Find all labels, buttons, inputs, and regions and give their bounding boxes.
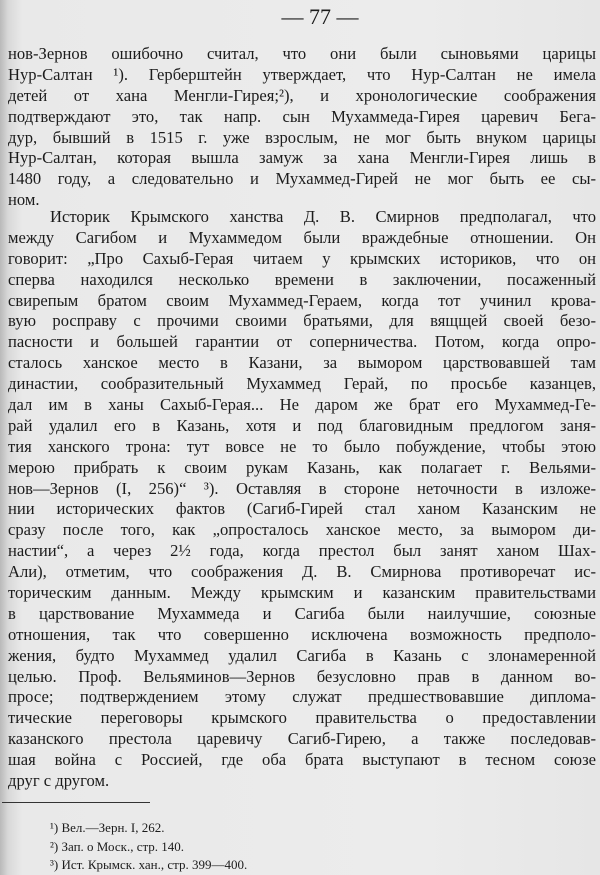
paragraph-1 [8,44,596,211]
text-line: мерою прибрать к своим рукам Казань, как полагает г. Вельями- [8,457,596,477]
text-line: рай удалил его в Казань, хотя и под благовидным предлогом заня- [8,415,596,435]
text-line: казанского престола царевичу Сагиб-Гирею, а также последовав- [8,729,596,749]
text-line: говорит: „Про Сахыб-Герая читаем у крымских историков, что он [8,248,596,268]
text-line: торическим данным. Между крымским и казанским правительствами [8,583,596,603]
footnote-1 [50,819,247,838]
text-line: тия ханского трона: тут вовсе не то было побуждение, чтобы этою [8,436,596,456]
text-line: тические переговоры крымского правительства о предоставлении [8,708,596,728]
text-line: ном. [8,190,40,210]
text-line: пасности и большей гарантии от соперничества. Потом, когда опро- [8,332,596,352]
text-line: сперва находился несколько времени в заключении, посаженный [8,269,596,289]
text-line: жения, будто Мухаммед удалил Сагиба в Казань с злонамеренной [8,645,596,665]
text-line: друг с другом. [8,771,110,791]
text-line: нов-Зернов ошибочно считал, что они были сыновьями царицы [8,44,596,63]
footnote-mark: ³) [50,857,59,872]
footnote-2 [50,838,247,857]
text-line: династии, сообразительный Мухаммед Герай, по просьбе казанцев, [8,374,596,394]
text-line: отношения, так что совершенно исключена возможность предполо- [8,624,596,644]
text-line: Али), отметим, что соображения Д. В. Смирнова противоречат ис- [8,562,596,582]
footnote-mark: ¹) [50,820,59,835]
footnote-divider [2,802,150,803]
footnotes [50,819,247,875]
text-line: Нур-Салтан ¹). Герберштейн утверждает, что Нур-Салтан не имела [8,64,596,84]
text-line: нов—Зернов (I, 256)“ ³). Оставляя в стороне неточности в изложе- [8,478,596,498]
footnote-text: Вел.—Зерн. I, 262. [61,820,165,835]
text-line: целью. Проф. Вельяминов—Зернов безусловно прав в данном во- [8,666,596,686]
text-line: сталось ханское место в Казани, за вымором царствовавшей там [8,353,596,373]
text-line: дур, бывший в 1515 г. уже взрослым, не мог быть внуком царицы [8,127,596,147]
text-line: свирепым братом своим Мухаммед-Гераем, когда тот учинил крова- [8,290,596,310]
text-line: подтверждают это, так напр. сын Мухаммеда-Гирея царевич Бега- [8,106,596,126]
text-line: дал им в ханы Сахыб-Герая... Не даром же брат его Мухаммед-Ге- [8,395,596,415]
text-line: вую росправу с прочими своими братьями, для вящщей своей безо- [8,311,596,331]
text-line: между Сагибом и Мухаммедом были враждебные отношении. Он [8,227,596,247]
text-line: шая война с Россией, где оба брата выступают в тесном союзе [8,750,596,770]
footnote-mark: ²) [50,838,59,854]
footnote-text: Зап. о Моск., стр. 140. [61,838,185,854]
page-number: — 77 — [281,4,359,29]
text-line: настии“, а через 2½ года, когда престол был занят ханом Шах- [8,541,596,561]
text-line: просе; подтверждением этому служат предшествовавшие диплома- [8,687,596,707]
text-line: Нур-Салтан, которая вышла замуж за хана Менгли-Гирея лишь в [8,148,596,168]
text-line: детей от хана Менгли-Гирея;²), и хронологические соображения [8,85,596,105]
text-line: Историк Крымского ханства Д. В. Смирнов предполагал, что [50,207,596,226]
footnote-3 [50,856,247,875]
text-line: в царствование Мухаммеда и Сагиба были наилучшие, союзные [8,603,596,623]
footnote-text: Ист. Крымск. хан., стр. 399—400. [61,857,248,872]
text-line: 1480 году, а следовательно и Мухаммед-Гирей не мог быть ее сы- [8,169,596,189]
paragraph-2 [8,207,596,792]
text-line: нии исторических фактов (Сагиб-Гирей стал ханом Казанским не [8,499,596,519]
text-line: сразу после того, как „опросталось ханское место, за вымором ди- [8,520,596,540]
